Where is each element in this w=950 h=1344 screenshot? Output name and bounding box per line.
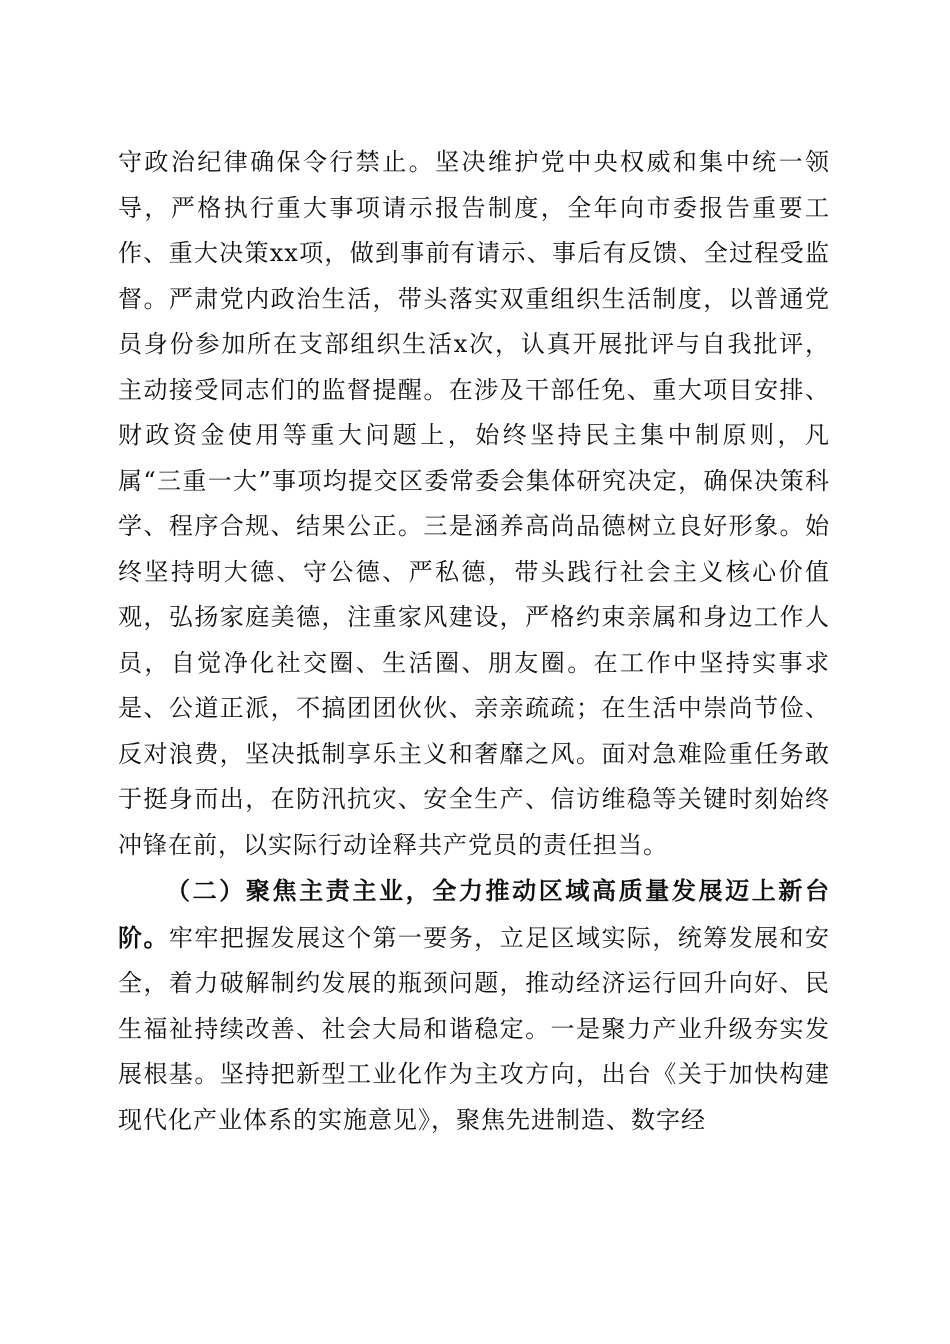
paragraph-continuation	[118, 140, 830, 868]
paragraph-section-two	[118, 868, 830, 1143]
paragraph-text: 守政治纪律确保令行禁止。坚决维护党中央权威和集中统一领导，严格执行重大事项请示报告制度，全年向市委报告重要工作、重大决策xx项，做到事前有请示、事后有反馈、全过程受监督。严肃党内政治生活，带头落实双重组织生活制度，以普通党员身份参加所在支部组织生活x次，认真开展批评与自我批评，主动接受同志们的监督提醒。在涉及干部任免、重大项目安排、财政资金使用等重大问题上，始终坚持民主集中制原则，凡属“三重一大”事项均提交区委常委会集体研究决定，确保决策科学、程序合规、结果公正。三是涵养高尚品德树立良好形象。始终坚持明大德、守公德、严私德，带头践行社会主义核心价值观，弘扬家庭美德，注重家风建设，严格约束亲属和身边工作人员，自觉净化社交圈、生活圈、朋友圈。在工作中坚持实事求是、公道正派，不搞团团伙伙、亲亲疏疏；在生活中崇尚节俭、反对浪费，坚决抵制享乐主义和奢靡之风。面对急难险重任务敢于挺身而出，在防汛抗灾、安全生产、信访维稳等关键时刻始终冲锋在前，以实际行动诠释共产党员的责任担当。	[118, 148, 830, 859]
section-heading-inline: （二）聚焦主责主业，全力推动区域高质量发展迈上新台阶。	[118, 876, 830, 952]
paragraph-text: 牢牢把握发展这个第一要务，立足区域实际，统筹发展和安全，着力破解制约发展的瓶颈问题，推动经济运行回升向好、民生福祉持续改善、社会大局和谐稳定。一是聚力产业升级夯实发展根基。坚持把新型工业化作为主攻方向，出台《关于加快构建现代化产业体系的实施意见》，聚焦先进制造、数字经	[118, 923, 830, 1134]
document-body	[118, 140, 830, 1143]
